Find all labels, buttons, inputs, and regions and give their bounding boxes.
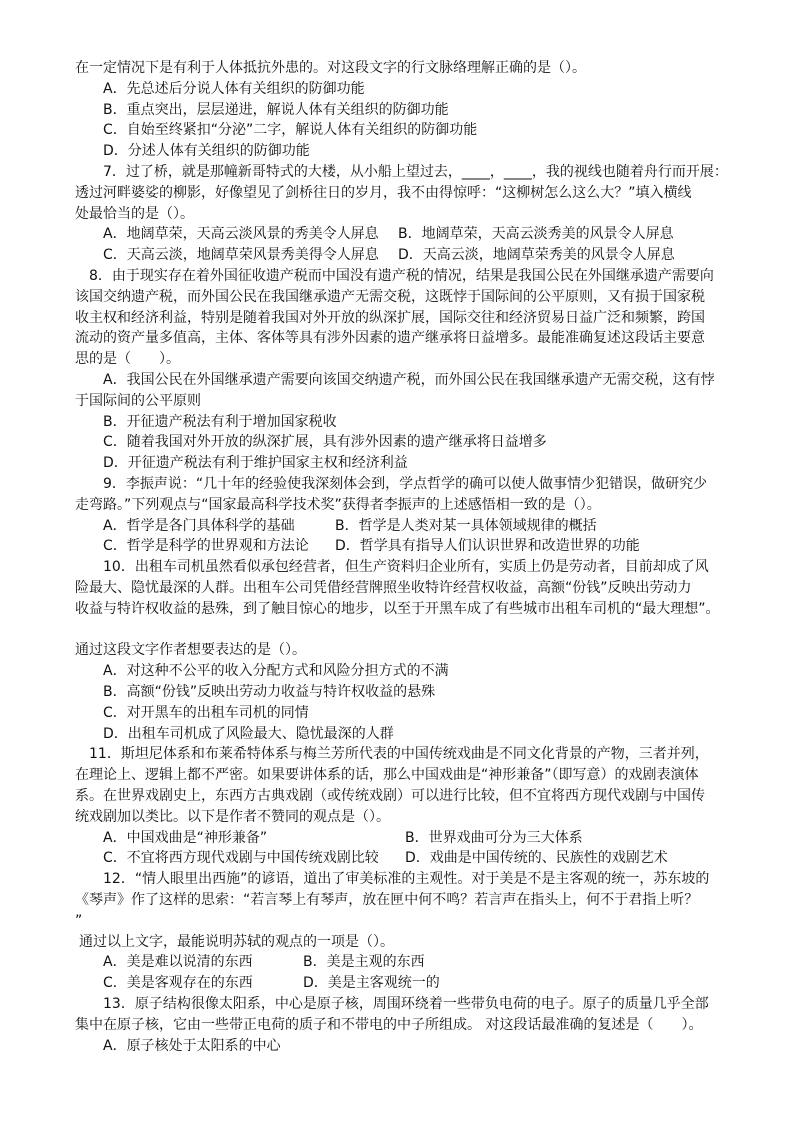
line-text: B．开征遗产税法有利于增加国家税收: [103, 413, 337, 430]
line-text: C．对开黑车的出租车司机的同情: [103, 704, 309, 721]
line-text: 在理论上、逻辑上都不严密。如果要讲体系的话，那么中国戏曲是“神形兼备”（即写意）的戏剧表演体: [75, 767, 699, 784]
line-text: 10．出租车司机虽然看似承包经营者，但生产资料归企业所有，实质上仍是劳动者，目前却成了风: [103, 559, 709, 576]
text-line: [75, 640, 306, 661]
line-text: 于国际间的公平原则: [75, 392, 201, 409]
question-line: [103, 162, 728, 183]
answer-option-line: [103, 141, 310, 162]
answer-option-line: [103, 516, 597, 537]
answer-option-line: [103, 224, 674, 245]
question-line: [103, 474, 707, 495]
line-text: 处最恰当的是（）。: [75, 205, 194, 222]
answer-option-line: [103, 412, 337, 433]
answer-option-second-column: D．戏曲是中国传统的、民族性的戏剧艺术: [405, 850, 668, 867]
text-line: [75, 391, 201, 412]
question-line: [89, 266, 714, 287]
answer-option-line: [103, 120, 477, 141]
text-line: [75, 58, 586, 79]
text-line: [75, 183, 692, 204]
line-text: 走弯路。”下列观点与“国家最高科学技术奖”获得者李振声的上述感悟相一致的是（）。: [75, 496, 601, 513]
answer-option-line: [103, 973, 440, 994]
text-line: [75, 1015, 702, 1036]
text-line: [75, 578, 692, 599]
text-line: [75, 890, 698, 911]
text-line: [75, 349, 180, 370]
line-text: B．高额“份钱”反映出劳动力收益与特许权收益的悬殊: [103, 684, 436, 700]
answer-option-line: [103, 1036, 281, 1057]
text-line: [75, 786, 705, 807]
answer-option-line: [103, 453, 408, 474]
text-line: [75, 599, 720, 620]
answer-option-line: [103, 79, 365, 100]
text-line: [75, 308, 705, 329]
line-text: 通过这段文字作者想要表达的是（）。: [75, 642, 306, 659]
line-text: 集中在原子核，它由一些带正电荷的质子和不带电的中子所组成。 对这段话最准确的复述是（ ）。: [75, 1016, 703, 1033]
question-line: [89, 744, 709, 765]
answer-option-second-column: B．美是主观的东西: [303, 954, 425, 971]
line-text: A．美是难以说清的东西: [103, 954, 253, 971]
line-text: A．原子核处于太阳系的中心: [103, 1037, 281, 1054]
question-line: [103, 869, 709, 890]
text-line: [75, 765, 699, 786]
line-text: A．对这种不公平的收入分配方式和风险分担方式的不满: [103, 663, 449, 680]
answer-option-second-column: B．世界戏曲可分为三大体系: [405, 829, 583, 846]
answer-option-line: [103, 952, 425, 973]
answer-option-line: [103, 828, 583, 849]
line-text: A．我国公民在外国继承遗产需要向该国交纳遗产税，而外国公民在我国继承遗产无需交税，这有悖: [103, 372, 715, 388]
text-line: [75, 287, 705, 308]
answer-option-line: [103, 370, 715, 391]
line-text: C．随着我国对外开放的纵深扩展，具有涉外因素的遗产继承将日益增多: [103, 434, 547, 451]
answer-option-second-column: D．美是主客观统一的: [303, 975, 440, 992]
answer-option-line: [103, 245, 675, 266]
line-text: C．美是客观存在的东西: [103, 975, 253, 992]
line-text: 13．原子结构很像太阳系，中心是原子核，周围环绕着一些带负电荷的电子。原子的质量几乎全部: [103, 996, 709, 1012]
answer-option-second-column: B．地阔草荣，天高云淡秀美的风景令人屏息: [398, 226, 674, 243]
answer-option-line: [103, 432, 547, 453]
line-text: 9．李振声说：“几十年的经验使我深刻体会到，学点哲学的确可以使人做事情少犯错误，做研究少: [103, 476, 708, 492]
line-text: 收主权和经济利益，特别是随着我国对外开放的纵深扩展，国际交往和经济贸易日益广泛和频繁，跨国: [75, 309, 705, 326]
line-text: 7．过了桥，就是那幢新哥特式的大楼，从小船上望过去，____，____，我的视线也随着舟行而开展：: [103, 164, 728, 180]
answer-option-second-column: D．天高云淡，地阔草荣秀美的风景令人屏息: [398, 247, 675, 264]
line-text: C．自始至终紧扣“分泌”二字，解说人体有关组织的防御功能: [103, 122, 478, 139]
line-text: 11．斯坦尼体系和布莱希特体系与梅兰芳所代表的中国传统戏曲是不同文化背景的产物，三者并列，: [89, 746, 709, 763]
text-line: [75, 807, 390, 828]
line-text: A．地阔草荣，天高云淡风景的秀美令人屏息: [103, 226, 379, 243]
line-text: 在一定情况下是有利于人体抵抗外患的。对这段文字的行文脉络理解正确的是（）。: [75, 60, 586, 76]
answer-option-second-column: B．哲学是人类对某一具体领域规律的概括: [335, 517, 597, 534]
line-text: 《琴声》作了这样的思索：“若言琴上有琴声，放在匣中何不鸣？若言声在指头上，何不于君指上听？: [75, 892, 699, 908]
line-text: D．出租车司机成了风险最大、隐忧最深的人群: [103, 725, 394, 742]
line-text: C．哲学是科学的世界观和方法论: [103, 538, 309, 555]
answer-option-line: [103, 100, 449, 121]
line-text: 思的是（ ）。: [75, 351, 180, 368]
line-text: 8．由于现实存在着外国征收遗产税而中国没有遗产税的情况，结果是我国公民在外国继承遗产需要向: [89, 268, 714, 284]
line-text: 统戏剧加以类比。以下是作者不赞同的观点是（）。: [75, 808, 390, 825]
line-text: 险最大、隐忧最深的人群。出租车公司凭借经营牌照坐收特许经营权收益，高额“份钱”反映出劳动力: [75, 580, 692, 596]
line-text: A．中国戏曲是“神形兼备”: [103, 829, 268, 846]
question-line: [103, 994, 709, 1015]
answer-option-line: [103, 682, 435, 703]
text-line: [75, 911, 82, 932]
line-text: 该国交纳遗产税，而外国公民在我国继承遗产无需交税，这既悖于国际间的公平原则，又有损于国家税: [75, 288, 705, 305]
answer-option-second-column: D．哲学具有指导人们认识世界和改造世界的功能: [335, 538, 640, 555]
answer-option-line: [103, 724, 394, 745]
line-text: D．开征遗产税法有利于维护国家主权和经济利益: [103, 455, 408, 472]
line-text: A．哲学是各门具体科学的基础: [103, 517, 295, 534]
question-line: [103, 557, 709, 578]
answer-option-line: [103, 661, 449, 682]
text-line: [75, 204, 194, 225]
line-text: D．分述人体有关组织的防御功能: [103, 143, 310, 160]
line-text: 系。在世界戏剧史上，东西方古典戏剧（或传统戏剧）可以进行比较，但不宜将西方现代戏剧与中国传: [75, 788, 705, 804]
line-text: ”: [75, 912, 83, 929]
answer-option-line: [103, 536, 640, 557]
line-text: B．重点突出，层层递进，解说人体有关组织的防御功能: [103, 101, 449, 118]
line-text: C．不宜将西方现代戏剧与中国传统戏剧比较: [103, 850, 379, 867]
line-text: A．先总述后分说人体有关组织的防御功能: [103, 80, 365, 97]
text-line: [75, 495, 601, 516]
line-text: C．天高云淡，地阔草荣风景秀美得令人屏息: [103, 247, 379, 264]
line-text: 流动的资产量多值高，主体、客体等具有涉外因素的遗产继承将日益增多。最能准确复述这段话主要意: [75, 330, 705, 347]
line-text: 通过以上文字，最能说明苏轼的观点的一项是（）。: [79, 933, 394, 950]
line-text: 透过河畔婆娑的柳影，好像望见了剑桥往日的岁月，我不由得惊呼：“这柳树怎么这么大？”填入横线: [75, 184, 692, 201]
answer-option-line: [103, 848, 668, 869]
question-line: [79, 932, 394, 953]
line-text: 12．“情人眼里出西施”的谚语，道出了审美标准的主观性。对于美是不是主客观的统一，苏东坡的: [103, 871, 710, 888]
line-text: 收益与特许权收益的悬殊，到了触目惊心的地步，以至于开黑车成了有些城市出租车司机的“最大理想”。: [75, 600, 720, 617]
answer-option-line: [103, 703, 309, 724]
text-line: [75, 328, 705, 349]
